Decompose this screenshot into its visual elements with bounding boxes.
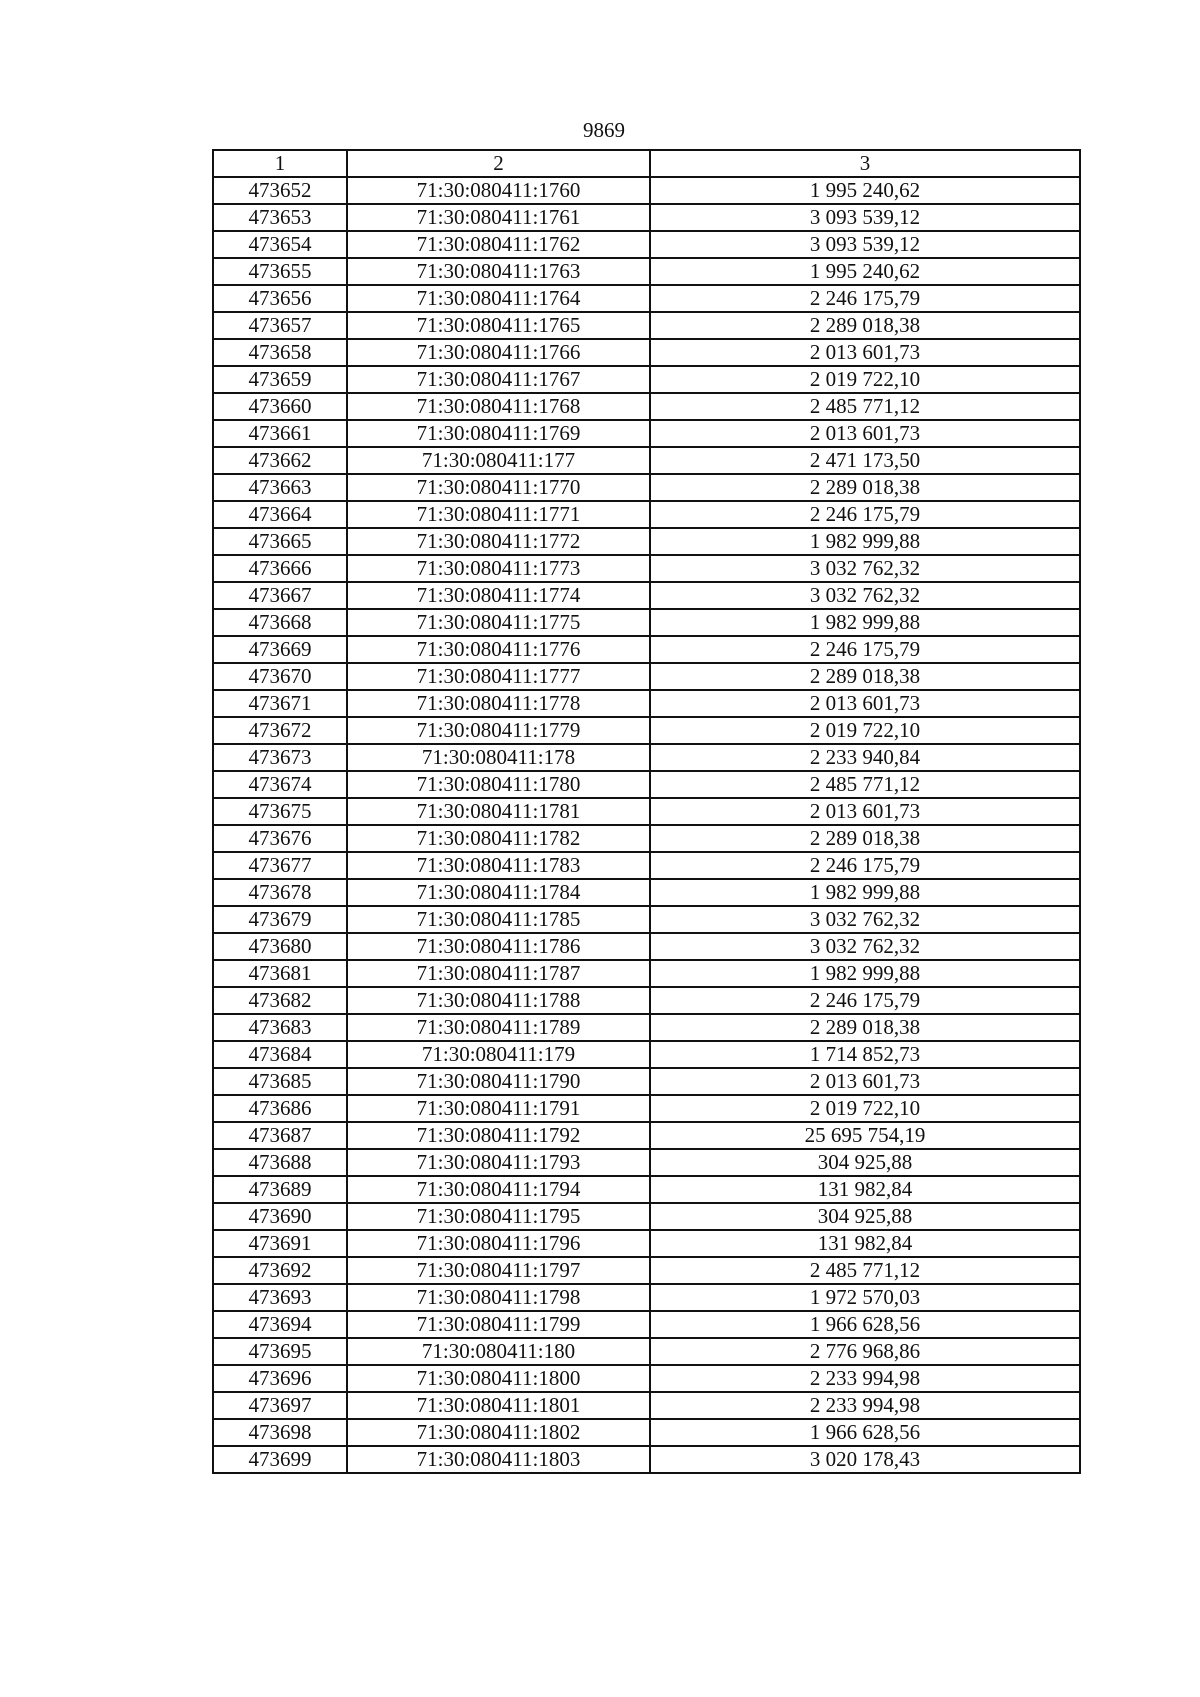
table-row — [213, 663, 1080, 690]
value-cell: 131 982,84 — [650, 1176, 1080, 1203]
cadastral-number-cell: 71:30:080411:1777 — [347, 663, 650, 690]
row-number-cell: 473654 — [213, 231, 347, 258]
table-row — [213, 987, 1080, 1014]
table-row — [213, 1284, 1080, 1311]
table-row — [213, 420, 1080, 447]
table-row — [213, 1338, 1080, 1365]
row-number-cell: 473655 — [213, 258, 347, 285]
value-cell: 2 485 771,12 — [650, 771, 1080, 798]
value-cell: 2 289 018,38 — [650, 474, 1080, 501]
row-number-cell: 473691 — [213, 1230, 347, 1257]
row-number-cell: 473696 — [213, 1365, 347, 1392]
cadastral-number-cell: 71:30:080411:1775 — [347, 609, 650, 636]
column-header-1: 1 — [213, 150, 347, 177]
row-number-cell: 473669 — [213, 636, 347, 663]
page-number-text: 9869 — [583, 118, 625, 142]
cadastral-number-cell: 71:30:080411:1790 — [347, 1068, 650, 1095]
row-number-cell: 473660 — [213, 393, 347, 420]
cadastral-number-cell: 71:30:080411:1768 — [347, 393, 650, 420]
value-cell: 3 020 178,43 — [650, 1446, 1080, 1473]
cadastral-number-cell: 71:30:080411:1794 — [347, 1176, 650, 1203]
cadastral-number-cell: 71:30:080411:1765 — [347, 312, 650, 339]
cadastral-number-cell: 71:30:080411:1796 — [347, 1230, 650, 1257]
row-number-cell: 473652 — [213, 177, 347, 204]
value-cell: 1 966 628,56 — [650, 1419, 1080, 1446]
row-number-cell: 473673 — [213, 744, 347, 771]
value-cell: 2 019 722,10 — [650, 366, 1080, 393]
value-cell: 2 485 771,12 — [650, 1257, 1080, 1284]
row-number-cell: 473672 — [213, 717, 347, 744]
value-cell: 2 013 601,73 — [650, 420, 1080, 447]
value-cell: 3 093 539,12 — [650, 204, 1080, 231]
cadastral-number-cell: 71:30:080411:1773 — [347, 555, 650, 582]
value-cell: 2 289 018,38 — [650, 825, 1080, 852]
value-cell: 1 982 999,88 — [650, 528, 1080, 555]
value-cell: 2 013 601,73 — [650, 1068, 1080, 1095]
value-cell: 3 032 762,32 — [650, 582, 1080, 609]
cadastral-number-cell: 71:30:080411:1780 — [347, 771, 650, 798]
cadastral-number-cell: 71:30:080411:177 — [347, 447, 650, 474]
cadastral-number-cell: 71:30:080411:1792 — [347, 1122, 650, 1149]
value-cell: 1 714 852,73 — [650, 1041, 1080, 1068]
row-number-cell: 473699 — [213, 1446, 347, 1473]
table-row — [213, 1392, 1080, 1419]
value-cell: 1 982 999,88 — [650, 960, 1080, 987]
cadastral-number-cell: 71:30:080411:1788 — [347, 987, 650, 1014]
row-number-cell: 473695 — [213, 1338, 347, 1365]
value-cell: 2 013 601,73 — [650, 690, 1080, 717]
table-row — [213, 1068, 1080, 1095]
table-row — [213, 393, 1080, 420]
row-number-cell: 473670 — [213, 663, 347, 690]
table-row — [213, 582, 1080, 609]
cadastral-number-cell: 71:30:080411:1795 — [347, 1203, 650, 1230]
row-number-cell: 473692 — [213, 1257, 347, 1284]
row-number-cell: 473662 — [213, 447, 347, 474]
cadastral-number-cell: 71:30:080411:1771 — [347, 501, 650, 528]
row-number-cell: 473686 — [213, 1095, 347, 1122]
row-number-cell: 473689 — [213, 1176, 347, 1203]
table-row — [213, 474, 1080, 501]
table-row — [213, 1176, 1080, 1203]
table-row — [213, 285, 1080, 312]
table-row — [213, 636, 1080, 663]
table-row — [213, 906, 1080, 933]
cadastral-number-cell: 71:30:080411:1791 — [347, 1095, 650, 1122]
row-number-cell: 473697 — [213, 1392, 347, 1419]
value-cell: 2 776 968,86 — [650, 1338, 1080, 1365]
table-row — [213, 1257, 1080, 1284]
cadastral-number-cell: 71:30:080411:1781 — [347, 798, 650, 825]
column-header-2: 2 — [347, 150, 650, 177]
row-number-cell: 473681 — [213, 960, 347, 987]
table-row — [213, 690, 1080, 717]
cadastral-number-cell: 71:30:080411:1760 — [347, 177, 650, 204]
cadastral-number-cell: 71:30:080411:1785 — [347, 906, 650, 933]
value-cell: 1 982 999,88 — [650, 879, 1080, 906]
row-number-cell: 473693 — [213, 1284, 347, 1311]
cadastral-number-cell: 71:30:080411:179 — [347, 1041, 650, 1068]
cadastral-number-cell: 71:30:080411:1769 — [347, 420, 650, 447]
value-cell: 3 032 762,32 — [650, 906, 1080, 933]
row-number-cell: 473677 — [213, 852, 347, 879]
row-number-cell: 473679 — [213, 906, 347, 933]
table-row — [213, 960, 1080, 987]
row-number-cell: 473667 — [213, 582, 347, 609]
value-cell: 3 032 762,32 — [650, 933, 1080, 960]
table-row — [213, 825, 1080, 852]
table-row — [213, 1365, 1080, 1392]
value-cell: 131 982,84 — [650, 1230, 1080, 1257]
value-cell: 25 695 754,19 — [650, 1122, 1080, 1149]
value-cell: 1 995 240,62 — [650, 177, 1080, 204]
table-row — [213, 933, 1080, 960]
row-number-cell: 473663 — [213, 474, 347, 501]
value-cell: 2 013 601,73 — [650, 339, 1080, 366]
table-row — [213, 231, 1080, 258]
cadastral-number-cell: 71:30:080411:1797 — [347, 1257, 650, 1284]
row-number-cell: 473671 — [213, 690, 347, 717]
row-number-cell: 473694 — [213, 1311, 347, 1338]
table-row — [213, 528, 1080, 555]
value-cell: 2 246 175,79 — [650, 285, 1080, 312]
table-row — [213, 1122, 1080, 1149]
cadastral-number-cell: 71:30:080411:1767 — [347, 366, 650, 393]
table-row — [213, 555, 1080, 582]
cadastral-number-cell: 71:30:080411:1770 — [347, 474, 650, 501]
table-header-row — [213, 150, 1080, 177]
value-cell: 2 246 175,79 — [650, 636, 1080, 663]
table-row — [213, 339, 1080, 366]
row-number-cell: 473666 — [213, 555, 347, 582]
table-row — [213, 1149, 1080, 1176]
row-number-cell: 473668 — [213, 609, 347, 636]
row-number-cell: 473657 — [213, 312, 347, 339]
table-row — [213, 852, 1080, 879]
cadastral-number-cell: 71:30:080411:1787 — [347, 960, 650, 987]
row-number-cell: 473678 — [213, 879, 347, 906]
cadastral-number-cell: 71:30:080411:1779 — [347, 717, 650, 744]
column-header-3: 3 — [650, 150, 1080, 177]
page-number — [0, 118, 1200, 142]
cadastral-number-cell: 71:30:080411:1799 — [347, 1311, 650, 1338]
row-number-cell: 473661 — [213, 420, 347, 447]
cadastral-number-cell: 71:30:080411:1782 — [347, 825, 650, 852]
cadastral-number-cell: 71:30:080411:1762 — [347, 231, 650, 258]
cadastral-number-cell: 71:30:080411:1802 — [347, 1419, 650, 1446]
cadastral-number-cell: 71:30:080411:1800 — [347, 1365, 650, 1392]
row-number-cell: 473658 — [213, 339, 347, 366]
value-cell: 304 925,88 — [650, 1149, 1080, 1176]
value-cell: 3 093 539,12 — [650, 231, 1080, 258]
value-cell: 3 032 762,32 — [650, 555, 1080, 582]
table-row — [213, 744, 1080, 771]
value-cell: 2 289 018,38 — [650, 312, 1080, 339]
table-row — [213, 258, 1080, 285]
table-row — [213, 1041, 1080, 1068]
value-cell: 2 246 175,79 — [650, 501, 1080, 528]
cadastral-number-cell: 71:30:080411:1774 — [347, 582, 650, 609]
value-cell: 2 019 722,10 — [650, 1095, 1080, 1122]
cadastral-number-cell: 71:30:080411:1784 — [347, 879, 650, 906]
row-number-cell: 473687 — [213, 1122, 347, 1149]
cadastral-number-cell: 71:30:080411:1766 — [347, 339, 650, 366]
table-row — [213, 1095, 1080, 1122]
value-cell: 304 925,88 — [650, 1203, 1080, 1230]
table-row — [213, 1230, 1080, 1257]
table-row — [213, 771, 1080, 798]
cadastral-number-cell: 71:30:080411:1763 — [347, 258, 650, 285]
registry-table — [212, 149, 1081, 1474]
row-number-cell: 473674 — [213, 771, 347, 798]
row-number-cell: 473675 — [213, 798, 347, 825]
row-number-cell: 473665 — [213, 528, 347, 555]
table-row — [213, 1311, 1080, 1338]
value-cell: 2 289 018,38 — [650, 663, 1080, 690]
cadastral-number-cell: 71:30:080411:1772 — [347, 528, 650, 555]
value-cell: 2 246 175,79 — [650, 987, 1080, 1014]
value-cell: 1 972 570,03 — [650, 1284, 1080, 1311]
table-row — [213, 1203, 1080, 1230]
cadastral-number-cell: 71:30:080411:1803 — [347, 1446, 650, 1473]
table-row — [213, 312, 1080, 339]
table-row — [213, 1419, 1080, 1446]
row-number-cell: 473683 — [213, 1014, 347, 1041]
value-cell: 2 471 173,50 — [650, 447, 1080, 474]
row-number-cell: 473698 — [213, 1419, 347, 1446]
value-cell: 2 485 771,12 — [650, 393, 1080, 420]
cadastral-number-cell: 71:30:080411:1783 — [347, 852, 650, 879]
value-cell: 2 233 940,84 — [650, 744, 1080, 771]
cadastral-number-cell: 71:30:080411:1793 — [347, 1149, 650, 1176]
table-row — [213, 879, 1080, 906]
table-row — [213, 447, 1080, 474]
cadastral-number-cell: 71:30:080411:1776 — [347, 636, 650, 663]
row-number-cell: 473656 — [213, 285, 347, 312]
cadastral-number-cell: 71:30:080411:1778 — [347, 690, 650, 717]
value-cell: 1 982 999,88 — [650, 609, 1080, 636]
cadastral-number-cell: 71:30:080411:1789 — [347, 1014, 650, 1041]
row-number-cell: 473688 — [213, 1149, 347, 1176]
table-row — [213, 1446, 1080, 1473]
cadastral-number-cell: 71:30:080411:1764 — [347, 285, 650, 312]
cadastral-number-cell: 71:30:080411:1786 — [347, 933, 650, 960]
row-number-cell: 473664 — [213, 501, 347, 528]
table-row — [213, 717, 1080, 744]
value-cell: 2 013 601,73 — [650, 798, 1080, 825]
value-cell: 2 233 994,98 — [650, 1365, 1080, 1392]
table-row — [213, 204, 1080, 231]
row-number-cell: 473690 — [213, 1203, 347, 1230]
cadastral-number-cell: 71:30:080411:180 — [347, 1338, 650, 1365]
row-number-cell: 473676 — [213, 825, 347, 852]
cadastral-number-cell: 71:30:080411:1798 — [347, 1284, 650, 1311]
table-row — [213, 609, 1080, 636]
cadastral-number-cell: 71:30:080411:178 — [347, 744, 650, 771]
value-cell: 2 233 994,98 — [650, 1392, 1080, 1419]
row-number-cell: 473680 — [213, 933, 347, 960]
value-cell: 2 019 722,10 — [650, 717, 1080, 744]
row-number-cell: 473659 — [213, 366, 347, 393]
cadastral-number-cell: 71:30:080411:1761 — [347, 204, 650, 231]
table-row — [213, 501, 1080, 528]
value-cell: 1 995 240,62 — [650, 258, 1080, 285]
row-number-cell: 473682 — [213, 987, 347, 1014]
table-row — [213, 798, 1080, 825]
table-body — [213, 150, 1080, 1473]
table-row — [213, 366, 1080, 393]
table-row — [213, 177, 1080, 204]
table-row — [213, 1014, 1080, 1041]
row-number-cell: 473653 — [213, 204, 347, 231]
row-number-cell: 473685 — [213, 1068, 347, 1095]
value-cell: 2 246 175,79 — [650, 852, 1080, 879]
value-cell: 2 289 018,38 — [650, 1014, 1080, 1041]
value-cell: 1 966 628,56 — [650, 1311, 1080, 1338]
row-number-cell: 473684 — [213, 1041, 347, 1068]
cadastral-number-cell: 71:30:080411:1801 — [347, 1392, 650, 1419]
